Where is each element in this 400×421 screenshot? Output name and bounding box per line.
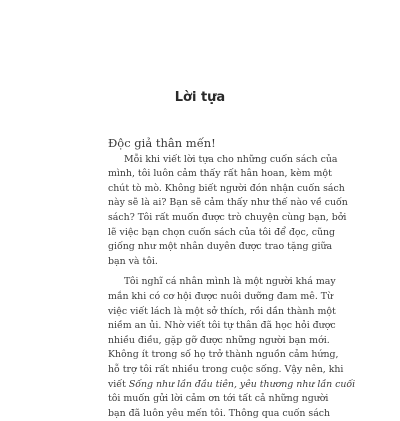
text-line: Mỗi khi viết lời tựa cho những cuốn sách của [124, 153, 338, 165]
text-line: bạn đã luôn yêu mến tôi. Thông qua cuốn sách [108, 407, 331, 419]
text-line: hỗ trợ tôi rất nhiều trong cuộc sống. Vậy nên, khi [108, 363, 344, 375]
text-line: mắn khi có cơ hội được nuôi dưỡng đam mê. Từ [108, 290, 334, 302]
text-line: Tôi nghĩ cá nhân mình là một người khá may [124, 276, 336, 288]
book-title-line [108, 378, 356, 393]
text-line: nhiều điều, gặp gỡ được những người bạn mới. [108, 334, 330, 346]
text-line: mình, tôi luôn cảm thấy rất hân hoan, kèm một [108, 168, 332, 180]
paragraph-2 [108, 275, 356, 421]
text-line: lẽ việc bạn chọn cuốn sách của tôi để đọc, cũng [108, 226, 336, 238]
text-line: bạn và tôi. [108, 255, 158, 267]
text-line: việc viết lách là một sở thích, rồi dần thành một [108, 305, 336, 317]
paragraph-1 [108, 153, 348, 270]
salutation: Độc giả thân mến! [108, 136, 216, 150]
text-line: tôi muốn gửi lời cảm ơn tới tất cả những người [108, 393, 329, 405]
text-line: giống như một nhân duyên được trao tặng giữa [108, 241, 333, 253]
text-line: này sẽ là ai? Bạn sẽ cảm thấy như thế nào về cuốn [108, 197, 348, 209]
page-heading: Lời tựa [174, 90, 226, 105]
book-line-prefix: viết [108, 378, 129, 390]
book-title: Sống như lần đầu tiên, yêu thương như lần cuối [128, 378, 356, 390]
text-line: niềm an ủi. Nhờ viết tôi tự thân đã học hỏi được [108, 320, 336, 332]
text-line: sách? Tôi rất muốn được trò chuyện cùng bạn, bởi [108, 211, 347, 223]
preface-body [108, 136, 356, 421]
text-line: chút tò mò. Không biết người đón nhận cuốn sách [108, 182, 345, 194]
text-line: Không ít trong số họ trở thành nguồn cảm hứng, [108, 349, 339, 361]
